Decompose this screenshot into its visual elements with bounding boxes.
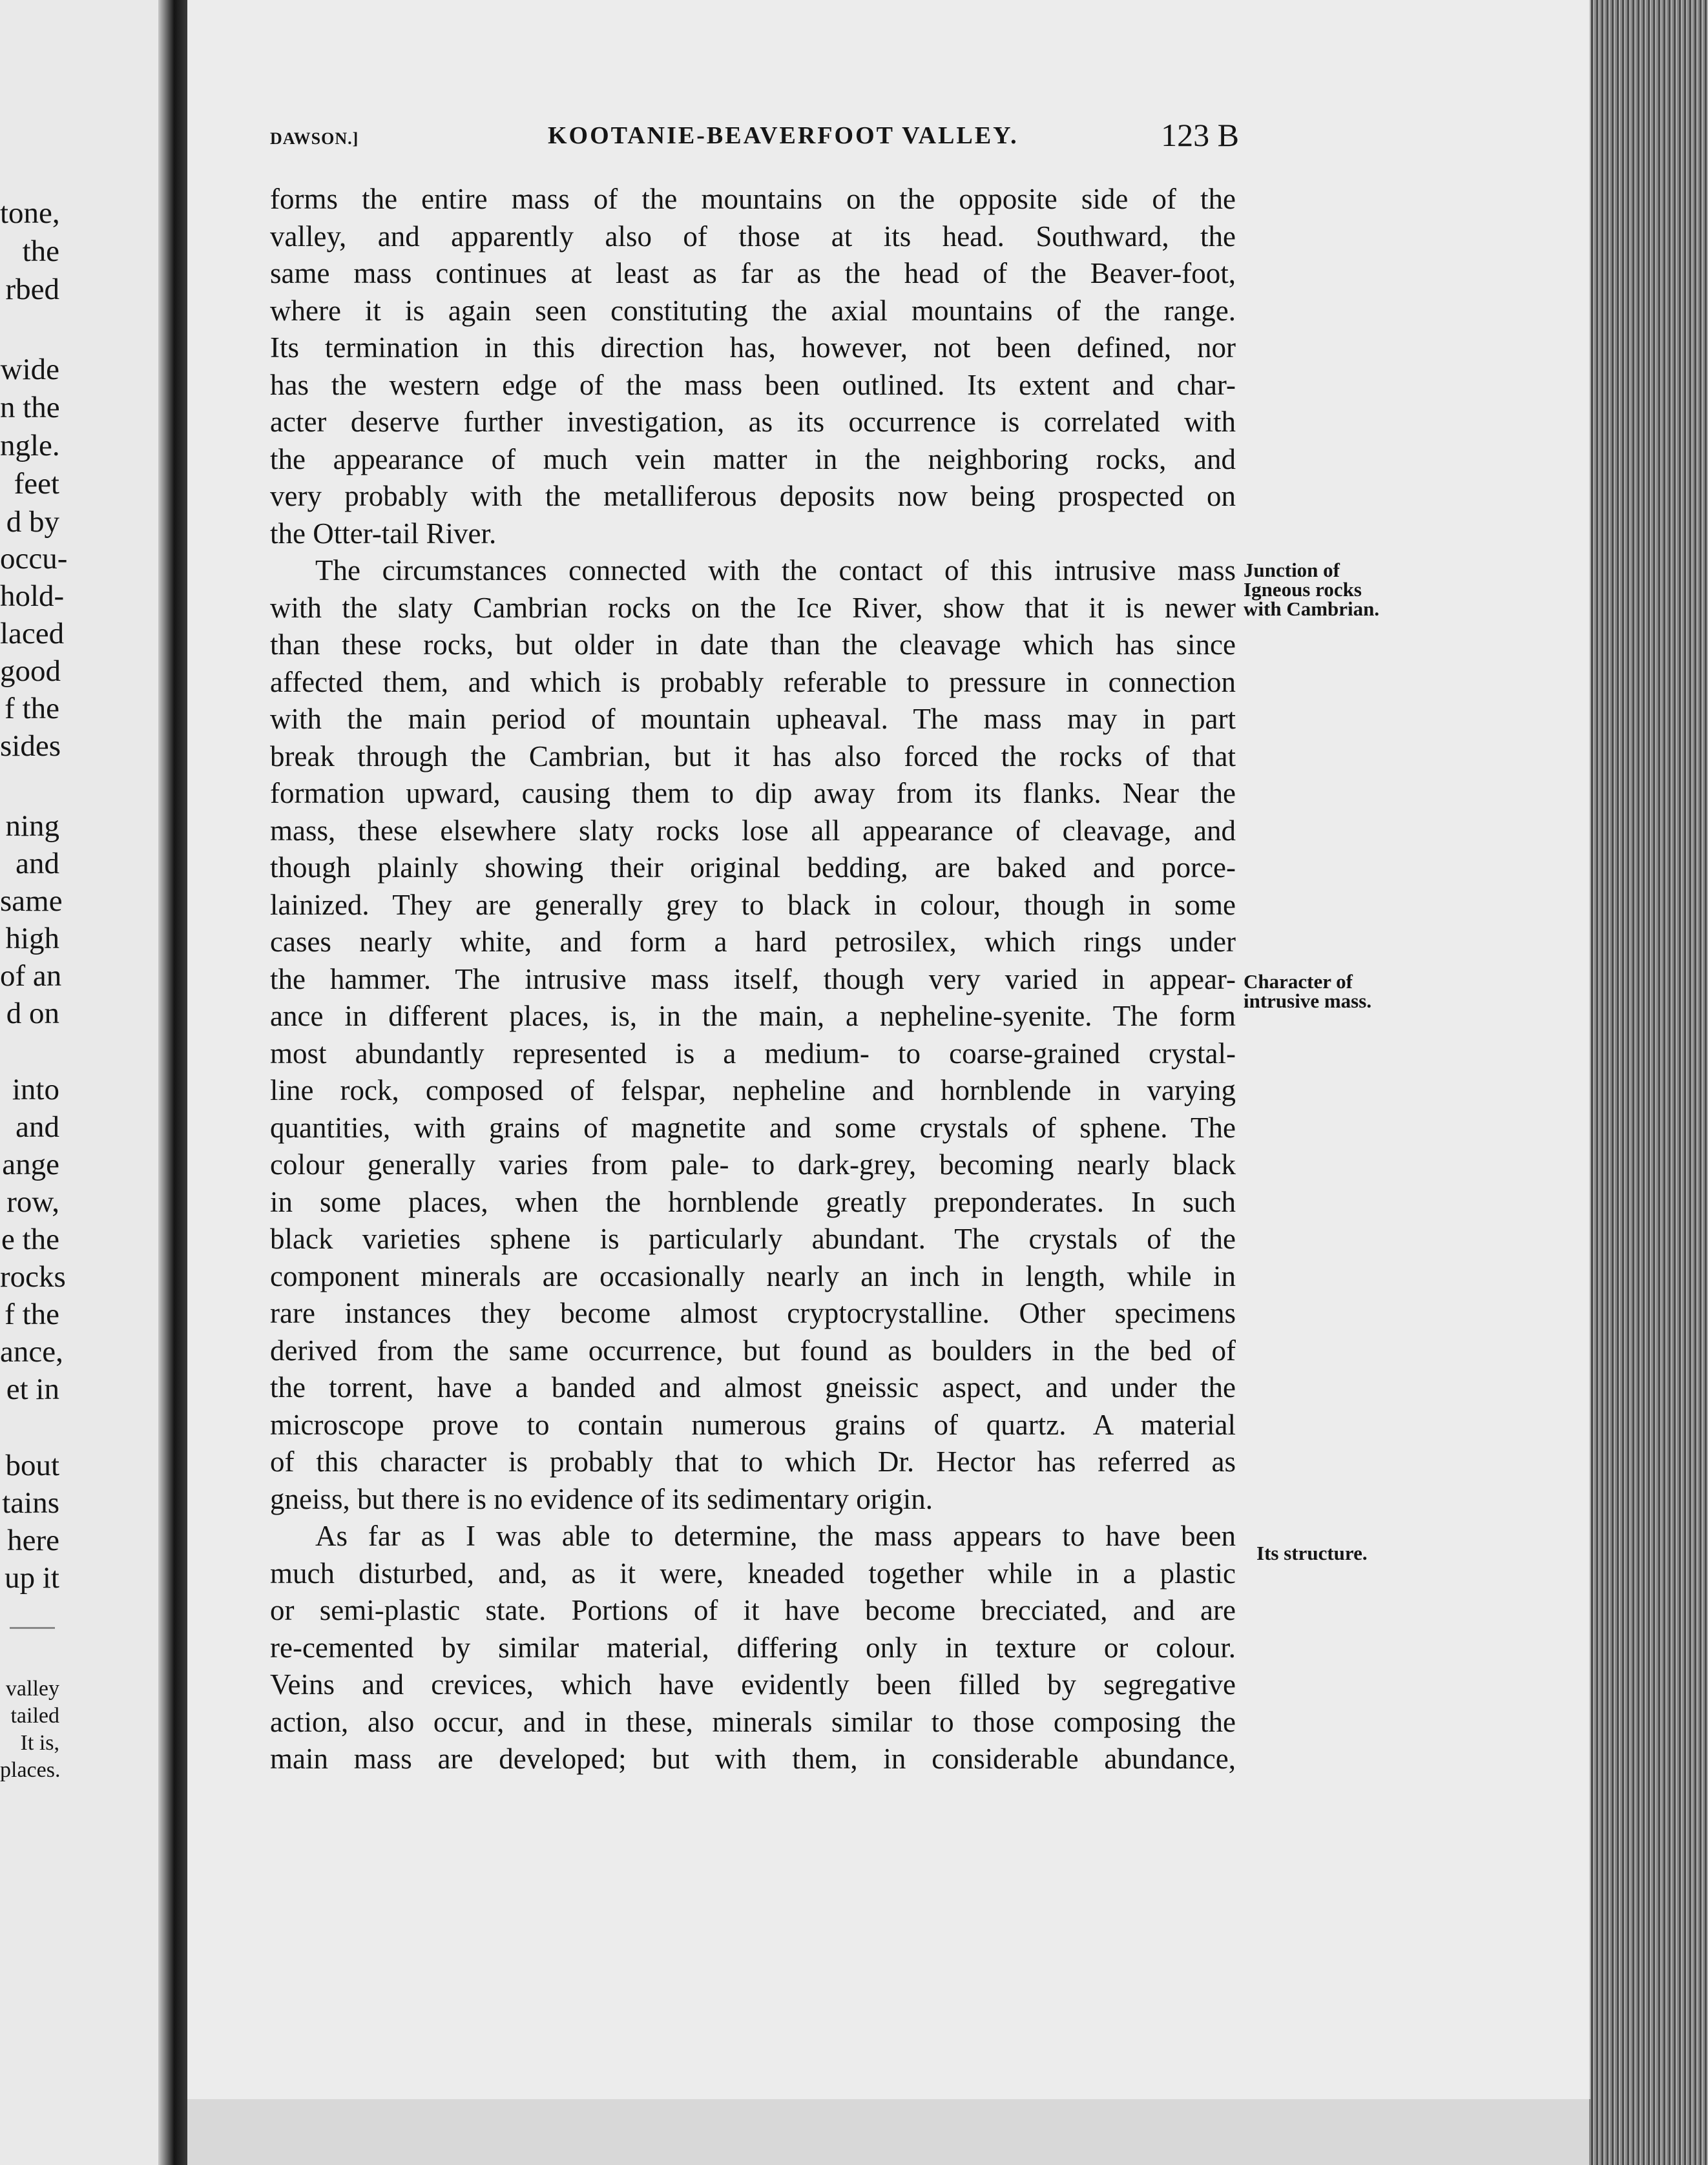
left-page-fragment: feet — [14, 467, 59, 501]
margin-note-line: Its structure. — [1256, 1542, 1368, 1564]
text-line: or semi-plastic state. Portions of it have become brecciated, and are — [270, 1594, 1236, 1626]
left-page-fragment: same — [0, 884, 63, 918]
text-line: with the main period of mountain upheaval. The mass may in part — [270, 703, 1236, 735]
left-page-fragment: and — [16, 1110, 59, 1144]
left-page-fragment: ance, — [0, 1335, 63, 1369]
text-line: The circumstances connected with the contact of this intrusive mass — [315, 554, 1236, 586]
text-line: with the slaty Cambrian rocks on the Ice River, show that it is newer — [270, 591, 1236, 624]
text-line: re-cemented by similar material, differing only in texture or colour. — [270, 1631, 1236, 1664]
text-line: forms the entire mass of the mountains on the opposite side of the — [270, 183, 1236, 215]
left-page-fragment: et in — [6, 1373, 59, 1406]
text-line: ance in different places, is, in the main, a nepheline-syenite. The form — [270, 1000, 1236, 1032]
left-page-fragment: good — [0, 654, 61, 688]
margin-note-character — [1244, 972, 1371, 1011]
left-page-fragment: here — [7, 1524, 59, 1557]
text-line: action, also occur, and in these, minerals similar to those composing the — [270, 1705, 1236, 1738]
left-page-footnote-fragment: tailed — [10, 1704, 59, 1728]
text-line: has the western edge of the mass been outlined. Its extent and char- — [270, 368, 1236, 401]
left-page-fragment: f the — [5, 692, 59, 725]
margin-note-junction — [1244, 561, 1379, 619]
left-page-fragment: up it — [5, 1561, 59, 1595]
left-page-footnote-fragment: valley — [5, 1677, 59, 1701]
text-line: the Otter-tail River. — [270, 517, 497, 550]
page-number: 123 B — [1161, 117, 1239, 153]
margin-note-line: intrusive mass. — [1244, 989, 1372, 1012]
text-line: same mass continues at least as far as the head of the Beaver-foot, — [270, 257, 1236, 289]
text-line: derived from the same occurrence, but found as boulders in the bed of — [270, 1334, 1236, 1367]
left-page-fragment: of an — [0, 959, 62, 993]
text-line: Veins and crevices, which have evidently been filled by segregative — [270, 1668, 1236, 1701]
left-page-footnote-rule — [10, 1627, 55, 1629]
left-page-fragment: rocks — [0, 1260, 66, 1294]
text-line: in some places, when the hornblende greatly preponderates. In such — [270, 1185, 1236, 1218]
text-line: formation upward, causing them to dip away from its flanks. Near the — [270, 777, 1236, 809]
left-page-fragment: and — [16, 847, 59, 880]
text-line: most abundantly represented is a medium- to coarse-grained crystal- — [270, 1037, 1236, 1070]
header-title: KOOTANIE-BEAVERFOOT VALLEY. — [548, 122, 1019, 149]
text-line: main mass are developed; but with them, in considerable abundance, — [270, 1743, 1236, 1775]
text-line: line rock, composed of felspar, nepheline and hornblende in varying — [270, 1074, 1236, 1106]
left-page-fragment: ning — [5, 809, 59, 843]
left-page-fragment: hold- — [0, 579, 65, 613]
left-page-fragment: bout — [5, 1449, 59, 1482]
text-line: quantities, with grains of magnetite and some crystals of sphene. The — [270, 1111, 1236, 1144]
text-line: much disturbed, and, as it were, kneaded together while in a plastic — [270, 1557, 1236, 1590]
text-line: than these rocks, but older in date than the cleavage which has since — [270, 628, 1236, 661]
text-line: Its termination in this direction has, however, not been defined, nor — [270, 331, 1236, 364]
book-gutter — [158, 0, 187, 2165]
left-page-fragment: tains — [2, 1486, 59, 1520]
text-line: gneiss, but there is no evidence of its sedimentary origin. — [270, 1482, 933, 1515]
left-page-fragment: sides — [0, 729, 61, 763]
margin-note-line: Igneous rocks — [1244, 578, 1362, 601]
left-page-fragment: e the — [1, 1223, 59, 1256]
left-page-fragment: n the — [0, 391, 60, 424]
page-bottom — [187, 2099, 1589, 2165]
left-page-fragment: f the — [5, 1298, 59, 1331]
left-page-fragment: laced — [0, 617, 65, 650]
text-line: affected them, and which is probably referable to pressure in connection — [270, 665, 1236, 698]
text-line: colour generally varies from pale- to dark-grey, becoming nearly black — [270, 1148, 1236, 1181]
text-line: of this character is probably that to which Dr. Hector has referred as — [270, 1445, 1236, 1478]
header-author: DAWSON.] — [270, 129, 359, 148]
text-line: acter deserve further investigation, as its occurrence is correlated with — [270, 406, 1236, 438]
text-line: the hammer. The intrusive mass itself, though very varied in appear- — [270, 962, 1236, 995]
text-line: where it is again seen constituting the axial mountains of the range. — [270, 294, 1236, 327]
page-edges — [1589, 0, 1708, 2165]
left-page-fragment: high — [5, 922, 59, 955]
text-line: the appearance of much vein matter in the neighboring rocks, and — [270, 442, 1236, 475]
margin-note-line: Junction of — [1244, 559, 1340, 581]
text-line: the torrent, have a banded and almost gneissic aspect, and under the — [270, 1371, 1236, 1404]
text-line: microscope prove to contain numerous grains of quartz. A material — [270, 1408, 1236, 1441]
body-text — [270, 181, 1236, 1778]
left-page-fragment: ange — [2, 1148, 59, 1181]
margin-note-structure — [1256, 1544, 1368, 1563]
text-line: cases nearly white, and form a hard petrosilex, which rings under — [270, 926, 1236, 958]
left-page — [0, 0, 158, 2165]
left-page-fragment: occu- — [0, 542, 68, 575]
text-line: lainized. They are generally grey to black in colour, though in some — [270, 888, 1236, 921]
left-page-fragment: d on — [6, 997, 59, 1030]
text-line: component minerals are occasionally nearly an inch in length, while in — [270, 1259, 1236, 1292]
left-page-fragment: d by — [6, 505, 59, 539]
margin-note-line: Character of — [1244, 970, 1353, 993]
left-page-fragment: wide — [0, 353, 59, 386]
text-line: mass, these elsewhere slaty rocks lose all appearance of cleavage, and — [270, 814, 1236, 847]
running-header — [270, 116, 1239, 155]
text-line: rare instances they become almost cryptocrystalline. Other specimens — [270, 1297, 1236, 1329]
text-line: though plainly showing their original bedding, are baked and porce- — [270, 851, 1236, 884]
left-page-fragment: ngle. — [0, 429, 60, 462]
left-page-fragment: into — [12, 1073, 59, 1106]
text-line: very probably with the metalliferous deposits now being prospected on — [270, 480, 1236, 512]
left-page-fragment: row, — [6, 1185, 59, 1219]
left-page-fragment: tone, — [0, 196, 60, 230]
left-page-footnote-fragment: It is, — [20, 1731, 59, 1755]
margin-note-line: with Cambrian. — [1244, 597, 1380, 620]
left-page-fragment: rbed — [5, 273, 59, 306]
left-page-footnote-fragment: places. — [0, 1758, 61, 1782]
text-line: valley, and apparently also of those at its head. Southward, the — [270, 220, 1236, 253]
left-page-fragment: the — [22, 234, 59, 268]
text-line: As far as I was able to determine, the mass appears to have been — [315, 1520, 1236, 1552]
text-line: break through the Cambrian, but it has also forced the rocks of that — [270, 740, 1236, 772]
text-line: black varieties sphene is particularly abundant. The crystals of the — [270, 1223, 1236, 1255]
